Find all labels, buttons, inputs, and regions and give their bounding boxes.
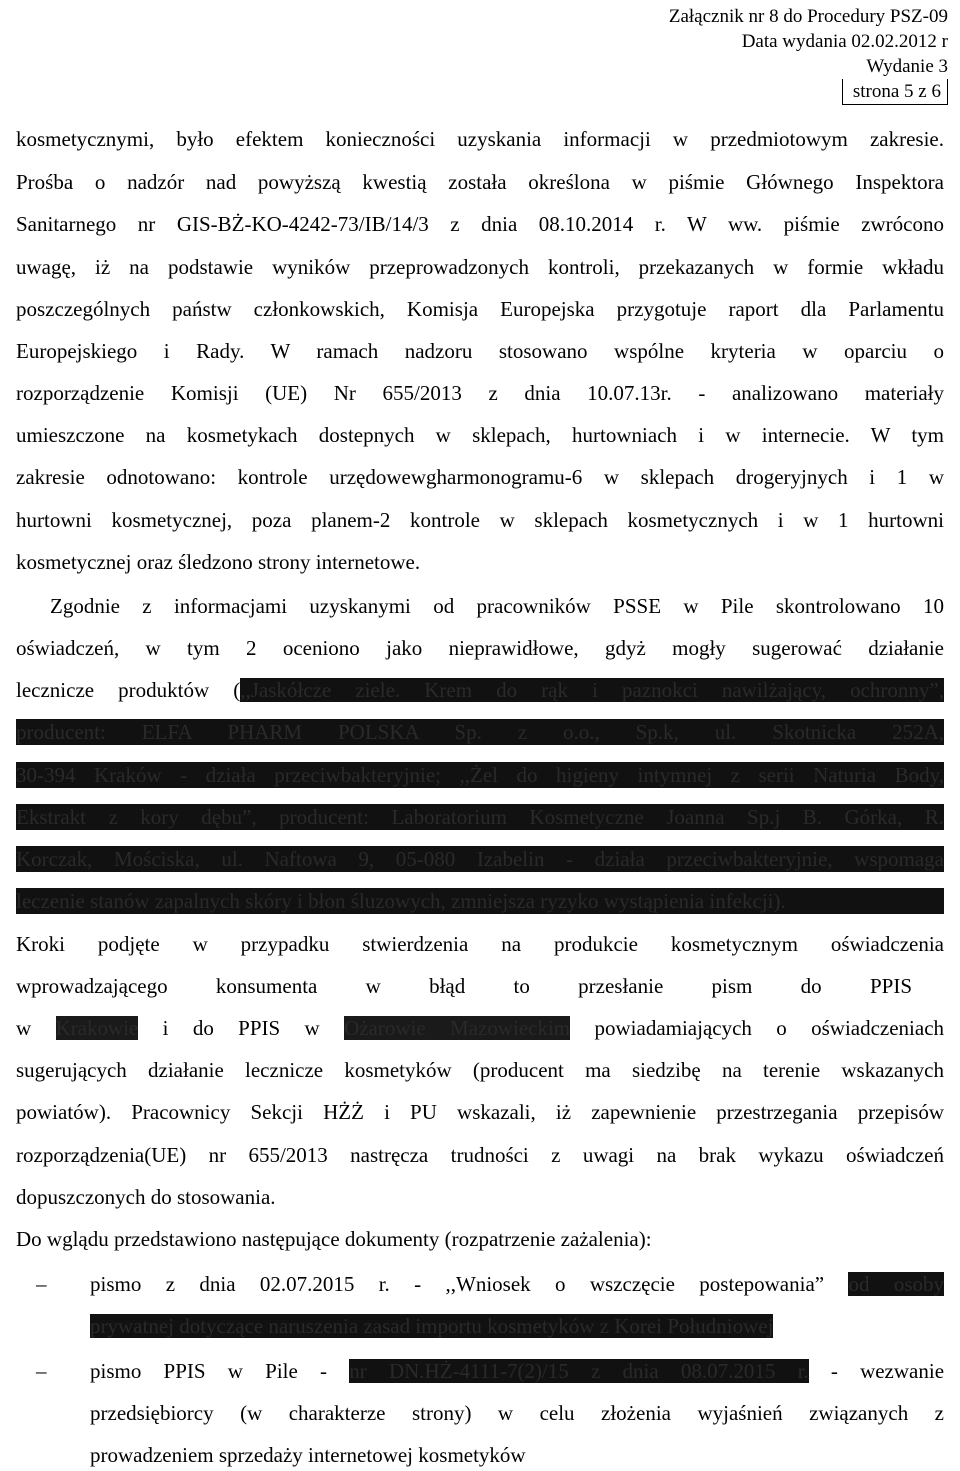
- text-line-redacted: lecznicze produktów (,,Jaskółcze ziele. Krem do rąk i paznokci nawilżający, ochronny”,: [16, 678, 944, 702]
- text-line: powiatów). Pracownicy Sekcji HŻŻ i PU wskazali, iż zapewnienie przestrzegania przepisów: [16, 1100, 944, 1124]
- text-line: Prośba o nadzór nad powyższą kwestią została określona w piśmie Głównego Inspektora: [16, 170, 944, 194]
- list-item-line: prowadzeniem sprzedaży internetowej kosmetyków: [90, 1443, 526, 1467]
- issue-date: Data wydania 02.02.2012 r: [741, 31, 948, 52]
- text-line: Zgodnie z informacjami uzyskanymi od pracowników PSSE w Pile skontrolowano 10: [50, 594, 944, 618]
- list-item-line: pismo z dnia 02.07.2015 r. - ,,Wniosek o wszczęcie postepowania” od osoby: [90, 1272, 944, 1296]
- list-dash: –: [36, 1359, 47, 1383]
- redaction: prywatnej dotyczące naruszenia zasad importu kosmetyków z Korei Południowej: [90, 1314, 774, 1338]
- redaction: nr DN.HŻ-4111-7(2)/15 z dnia 08.07.2015 r.: [349, 1359, 809, 1383]
- redacted-line: 30-394 Kraków - działa przeciwbakteryjnie; ,,Żel do higieny intymnej z serii Naturia Body,: [16, 763, 944, 787]
- text-line: poszczególnych państw członkowskich, Komisja Europejska przygotuje raport dla Parlamentu: [16, 297, 944, 321]
- text-line: zakresie odnotowano: kontrole urzędowewgharmonogramu-6 w sklepach drogeryjnych i 1 w: [16, 465, 944, 489]
- edition: Wydanie 3: [866, 56, 948, 77]
- list-item-line: przedsiębiorcy (w charakterze strony) w celu złożenia wyjaśnień związanych z: [90, 1401, 944, 1425]
- text-line: Do wglądu przedstawiono następujące dokumenty (rozpatrzenie zażalenia):: [16, 1227, 652, 1251]
- text-line: uwagę, iż na podstawie wyników przeprowadzonych kontroli, przekazanych w formie wkładu: [16, 255, 944, 279]
- text-line: sugerujących działanie lecznicze kosmetyków (producent ma siedzibę na terenie wskazanych: [16, 1058, 944, 1082]
- redacted-line: Korczak, Mościska, ul. Naftowa 9, 05-080 Izabelin - działa przeciwbakteryjnie, wspomaga: [16, 847, 944, 871]
- redaction: Krakowie: [55, 1016, 139, 1040]
- page-number: strona 5 z 6: [842, 79, 948, 105]
- attachment-label: Załącznik nr 8 do Procedury PSZ-09: [668, 6, 948, 27]
- text-line: Sanitarnego nr GIS-BŻ-KO-4242-73/IB/14/3 z dnia 08.10.2014 r. W ww. piśmie zwrócono: [16, 212, 944, 236]
- redaction: ,,Jaskółcze ziele. Krem do rąk i paznokci nawilżający, ochronny”,: [240, 678, 944, 702]
- redaction: od osoby: [848, 1272, 944, 1296]
- text-line: rozporządzenia(UE) nr 655/2013 nastręcza trudności z uwagi na brak wykazu oświadczeń: [16, 1143, 944, 1167]
- list-dash: –: [36, 1272, 47, 1296]
- text-line: kosmetycznymi, było efektem konieczności uzyskania informacji w przedmiotowym zakresie.: [16, 127, 944, 151]
- text-line: rozporządzenie Komisji (UE) Nr 655/2013 z dnia 10.07.13r. - analizowano materiały: [16, 381, 944, 405]
- redacted-line: leczenie stanów zapalnych skóry i błon śluzowych, zmniejsza ryzyko wystąpienia infekcji).: [16, 888, 944, 914]
- text-line: dopuszczonych do stosowania.: [16, 1185, 276, 1209]
- text-line: umieszczone na kosmetykach dostepnych w sklepach, hurtowniach i w internecie. W tym: [16, 423, 944, 447]
- redaction: Ożarowie Mazowieckim: [344, 1016, 571, 1040]
- redacted-line: Ekstrakt z kory dębu”, producent: Laboratorium Kosmetyczne Joanna Sp.j B. Górka, R.: [16, 805, 944, 829]
- text-line: wprowadzającego konsumenta w błąd to przesłanie pism do PPIS: [16, 974, 912, 998]
- text-line: kosmetycznej oraz śledzono strony internetowe.: [16, 550, 421, 574]
- text-line: Kroki podjęte w przypadku stwierdzenia na produkcie kosmetycznym oświadczenia: [16, 932, 944, 956]
- text-line: oświadczeń, w tym 2 oceniono jako nieprawidłowe, gdyż mogły sugerować działanie: [16, 636, 944, 660]
- redacted-line: producent: ELFA PHARM POLSKA Sp. z o.o., Sp.k, ul. Skotnicka 252A,: [16, 720, 944, 744]
- list-item-line-redacted: [90, 1313, 944, 1339]
- text-line: Europejskiego i Rady. W ramach nadzoru stosowano wspólne kryteria w oparciu o: [16, 339, 944, 363]
- text-line: hurtowni kosmetycznej, poza planem-2 kontrole w sklepach kosmetycznych i w 1 hurtowni: [16, 508, 944, 532]
- list-item-line: pismo PPIS w Pile - nr DN.HŻ-4111-7(2)/15 z dnia 08.07.2015 r. - wezwanie: [90, 1359, 945, 1383]
- text-line-redacted: w Krakowie i do PPIS w Ożarowie Mazowieckim powiadamiających o oświadczeniach: [16, 1016, 945, 1040]
- document-header: [669, 4, 948, 105]
